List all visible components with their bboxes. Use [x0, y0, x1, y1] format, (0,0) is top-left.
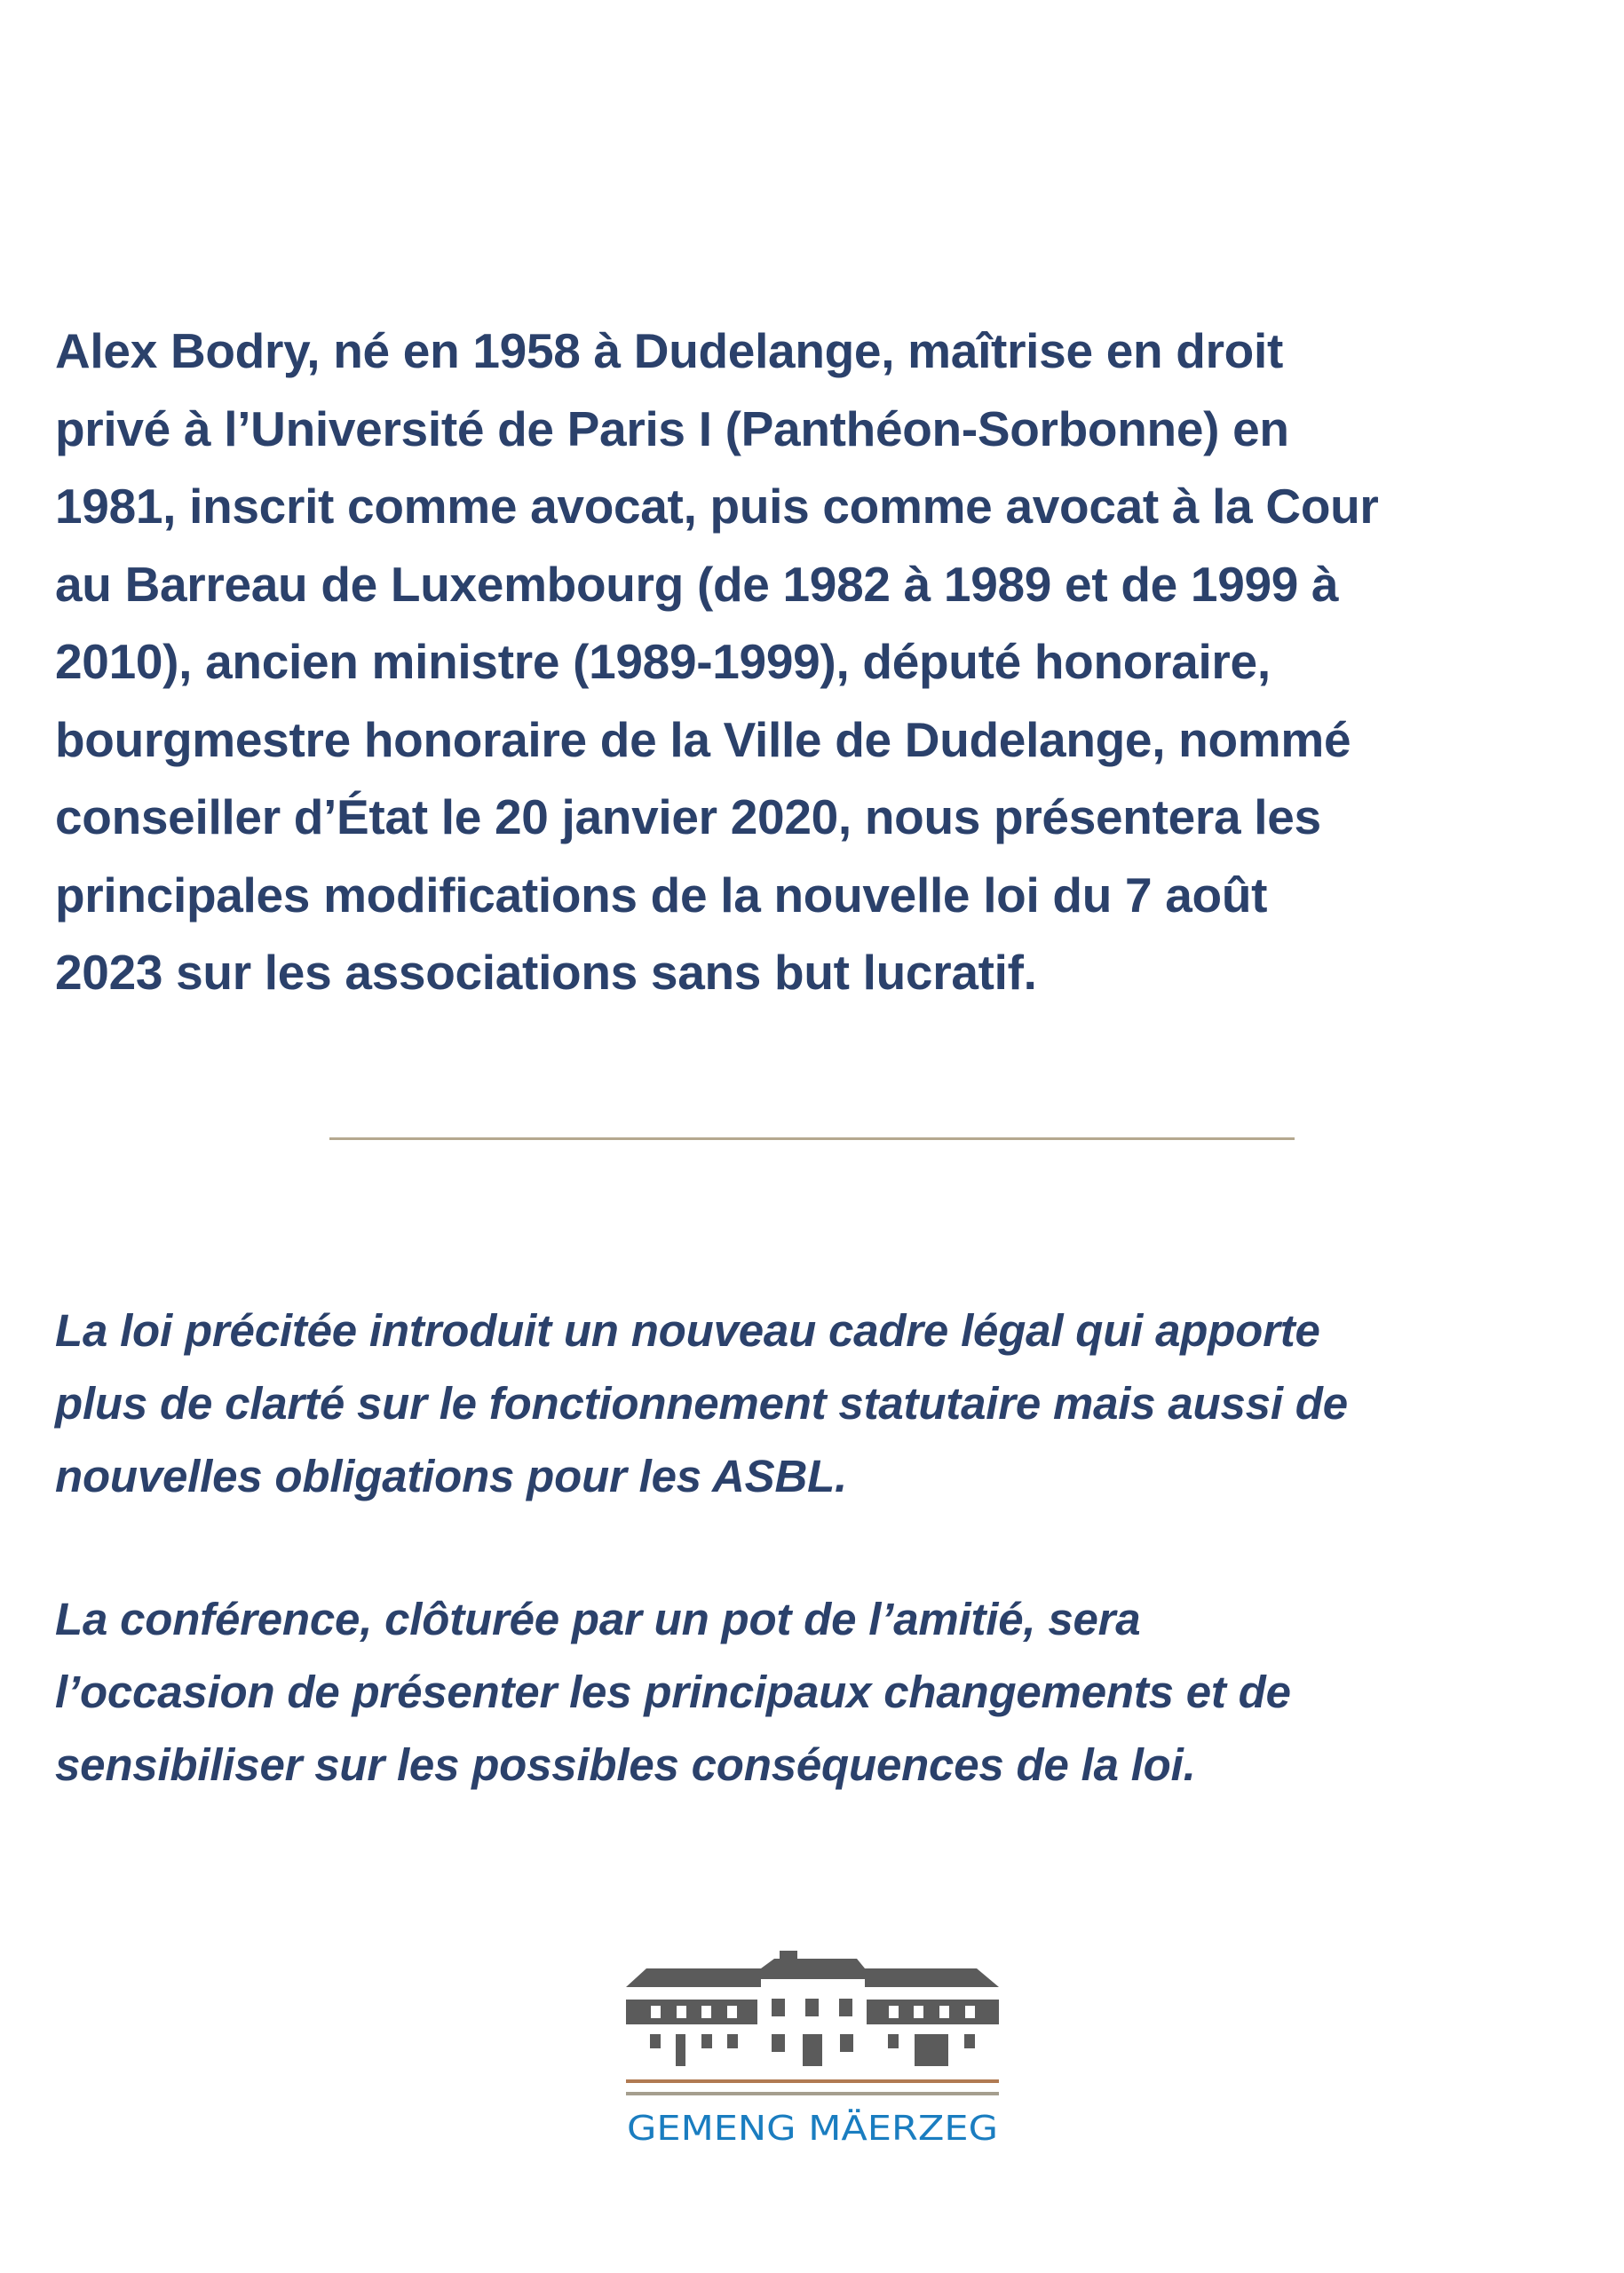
- law-paragraph: [55, 1295, 1348, 1513]
- bio-line: principales modifications de la nouvelle loi du 7 août: [55, 867, 1268, 923]
- divider: [329, 1137, 1295, 1140]
- speaker-bio: [55, 313, 1379, 1012]
- paragraph-line: La conférence, clôturée par un pot de l’amitié, sera: [55, 1594, 1141, 1644]
- paragraph-line: sensibiliser sur les possibles conséquences de la loi.: [55, 1739, 1196, 1790]
- bio-line: conseiller d’État le 20 janvier 2020, nous présentera les: [55, 789, 1321, 844]
- gemeng-maerzeg-logo: [613, 1936, 1021, 2166]
- town-hall-building-icon: [613, 1936, 1021, 2166]
- paragraph-line: nouvelles obligations pour les ASBL.: [55, 1451, 848, 1501]
- bio-line: 1981, inscrit comme avocat, puis comme avocat à la Cour: [55, 479, 1379, 534]
- paragraph-line: La loi précitée introduit un nouveau cadre légal qui apporte: [55, 1305, 1320, 1356]
- bio-line: 2010), ancien ministre (1989-1999), député honoraire,: [55, 634, 1271, 689]
- bio-line: Alex Bodry, né en 1958 à Dudelange, maîtrise en droit: [55, 323, 1283, 378]
- bio-line: privé à l’Université de Paris I (Panthéon-Sorbonne) en: [55, 400, 1289, 456]
- paragraph-line: plus de clarté sur le fonctionnement statutaire mais aussi de: [55, 1378, 1348, 1429]
- conference-paragraph: [55, 1583, 1291, 1802]
- paragraph-line: l’occasion de présenter les principaux changements et de: [55, 1667, 1291, 1717]
- logo-text: GEMENG MÄERZEG: [627, 2109, 998, 2148]
- bio-line: bourgmestre honoraire de la Ville de Dudelange, nommé: [55, 711, 1351, 767]
- bio-line: au Barreau de Luxembourg (de 1982 à 1989 et de 1999 à: [55, 556, 1339, 612]
- bio-line: 2023 sur les associations sans but lucratif.: [55, 945, 1037, 1000]
